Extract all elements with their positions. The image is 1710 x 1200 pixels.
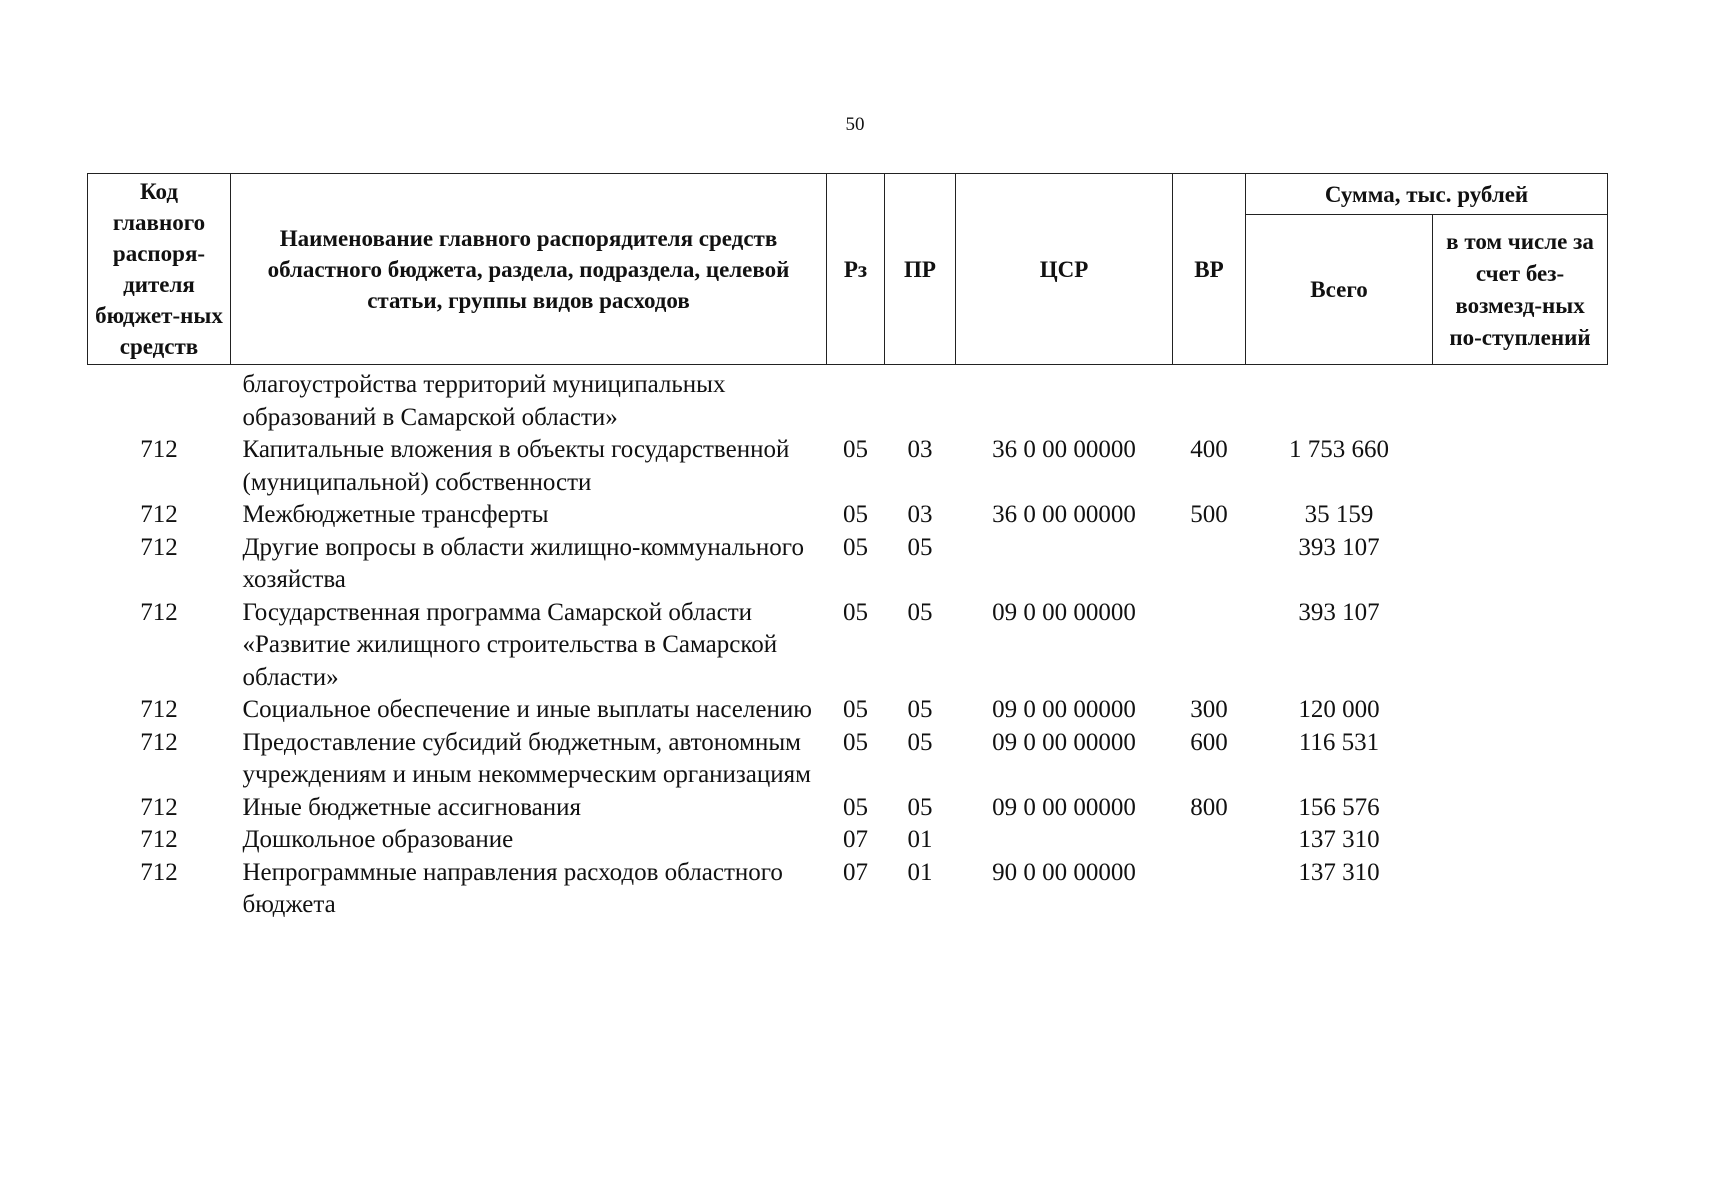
- table-row: [88, 365, 1608, 435]
- row-name-cell: Дошкольное образование: [242, 826, 514, 853]
- row-pr-cell: 05: [907, 728, 933, 756]
- row-vr-cell: 400: [1190, 436, 1228, 463]
- row-csr-cell: 36 0 00 00000: [992, 436, 1136, 463]
- row-free-cell: [1433, 694, 1608, 727]
- row-total-cell: 35 159: [1304, 501, 1374, 528]
- table-header: [88, 174, 1608, 365]
- row-rz-cell: 05: [843, 696, 868, 723]
- header-name: Наименование главного распорядителя средств областного бюджета, раздела, подраздела, целевой статьи, группы видов расходов: [231, 174, 827, 365]
- row-vr-cell: 500: [1190, 501, 1228, 528]
- row-csr-cell: [956, 824, 1173, 857]
- row-name-cell: Иные бюджетные ассигнования: [242, 793, 582, 821]
- row-code-cell: 712: [140, 826, 178, 853]
- row-rz-cell: 05: [843, 793, 868, 821]
- row-csr-cell: 09 0 00 00000: [992, 793, 1136, 821]
- row-total-cell: 120 000: [1298, 696, 1380, 723]
- row-pr-cell: 01: [907, 826, 933, 853]
- row-vr-cell: [1173, 824, 1246, 857]
- row-pr-cell: 03: [907, 436, 933, 463]
- header-pr: ПР: [885, 174, 956, 365]
- row-free-cell: [1433, 727, 1608, 792]
- row-csr-cell: 09 0 00 00000: [992, 598, 1136, 626]
- row-rz-cell: 05: [843, 728, 868, 756]
- row-free-cell: [1433, 434, 1608, 499]
- page-number: 50: [845, 114, 865, 135]
- budget-table: [87, 173, 1608, 922]
- row-code-cell: 712: [140, 436, 178, 463]
- row-total-cell: 1 753 660: [1289, 436, 1389, 463]
- row-free-cell: [1433, 824, 1608, 857]
- header-vr: ВР: [1173, 174, 1246, 365]
- row-code-cell: 712: [140, 696, 178, 723]
- row-rz-cell: [827, 365, 885, 435]
- row-total-cell: 393 107: [1298, 533, 1380, 561]
- row-total-cell: 116 531: [1298, 728, 1380, 756]
- row-total-cell: 137 310: [1298, 858, 1380, 886]
- row-name-cell: Другие вопросы в области жилищно-коммунального хозяйства: [242, 533, 804, 593]
- row-name-cell: Непрограммные направления расходов областного бюджета: [242, 858, 783, 918]
- row-code-cell: 712: [140, 858, 178, 886]
- row-vr-cell: [1173, 365, 1246, 435]
- row-free-cell: [1433, 857, 1608, 922]
- row-rz-cell: 07: [843, 826, 868, 853]
- table-row: [88, 694, 1608, 727]
- row-code-cell: 712: [140, 501, 178, 528]
- row-csr-cell: 36 0 00 00000: [992, 501, 1136, 528]
- row-name-cell: Межбюджетные трансферты: [242, 501, 549, 528]
- table-row: [88, 792, 1608, 825]
- header-free: в том числе за счет без-возмезд-ных по-ступлений: [1433, 215, 1608, 365]
- row-vr-cell: [1173, 597, 1246, 695]
- row-code-cell: 712: [140, 793, 178, 821]
- header-csr: ЦСР: [956, 174, 1173, 365]
- table-row: [88, 857, 1608, 922]
- row-pr-cell: 03: [907, 501, 933, 528]
- row-code-cell: [88, 365, 231, 435]
- row-csr-cell: 09 0 00 00000: [992, 696, 1136, 723]
- row-name-cell: Капитальные вложения в объекты государственной (муниципальной) собственности: [242, 436, 790, 496]
- row-vr-cell: [1173, 532, 1246, 597]
- header-sum-group: Сумма, тыс. рублей: [1246, 174, 1608, 215]
- row-total-cell: 156 576: [1298, 793, 1380, 821]
- row-total-cell: 137 310: [1298, 826, 1380, 853]
- row-pr-cell: [885, 365, 956, 435]
- row-free-cell: [1433, 532, 1608, 597]
- row-pr-cell: 05: [907, 793, 933, 821]
- row-pr-cell: 01: [907, 858, 933, 886]
- row-csr-cell: [956, 365, 1173, 435]
- row-free-cell: [1433, 499, 1608, 532]
- table-row: [88, 597, 1608, 695]
- row-csr-cell: [956, 532, 1173, 597]
- row-csr-cell: 09 0 00 00000: [992, 728, 1136, 756]
- table-row: [88, 434, 1608, 499]
- table-row: [88, 824, 1608, 857]
- row-code-cell: 712: [140, 598, 178, 626]
- row-pr-cell: 05: [907, 696, 933, 723]
- row-vr-cell: [1173, 857, 1246, 922]
- table-body: [88, 365, 1608, 922]
- row-pr-cell: 05: [907, 533, 933, 561]
- row-total-cell: [1246, 365, 1433, 435]
- row-code-cell: 712: [140, 728, 178, 756]
- row-vr-cell: 800: [1190, 793, 1228, 821]
- table-row: [88, 727, 1608, 792]
- header-code: Код главного распоря-дителя бюджет-ных средств: [88, 174, 231, 365]
- row-name-cell: Государственная программа Самарской области «Развитие жилищного строительства в Самарской области»: [242, 598, 778, 691]
- row-free-cell: [1433, 597, 1608, 695]
- row-name-cell: Предоставление субсидий бюджетным, автономным учреждениям и иным некоммерческим организациям: [242, 728, 811, 788]
- row-csr-cell: 90 0 00 00000: [992, 858, 1136, 886]
- row-free-cell: [1433, 792, 1608, 825]
- row-vr-cell: 600: [1190, 728, 1228, 756]
- row-total-cell: 393 107: [1298, 598, 1380, 626]
- row-rz-cell: 07: [843, 858, 868, 886]
- row-free-cell: [1433, 365, 1608, 435]
- row-rz-cell: 05: [843, 436, 868, 463]
- row-pr-cell: 05: [907, 598, 933, 626]
- row-rz-cell: 05: [843, 533, 868, 561]
- row-name-cell: благоустройства территорий муниципальных образований в Самарской области»: [242, 371, 726, 431]
- row-rz-cell: 05: [843, 501, 868, 528]
- table-row: [88, 532, 1608, 597]
- row-code-cell: 712: [140, 533, 178, 561]
- row-name-cell: Социальное обеспечение и иные выплаты населению: [242, 696, 812, 723]
- table-row: [88, 499, 1608, 532]
- row-vr-cell: 300: [1190, 696, 1228, 723]
- row-rz-cell: 05: [843, 598, 868, 626]
- header-rz: Рз: [827, 174, 885, 365]
- header-total: Всего: [1246, 215, 1433, 365]
